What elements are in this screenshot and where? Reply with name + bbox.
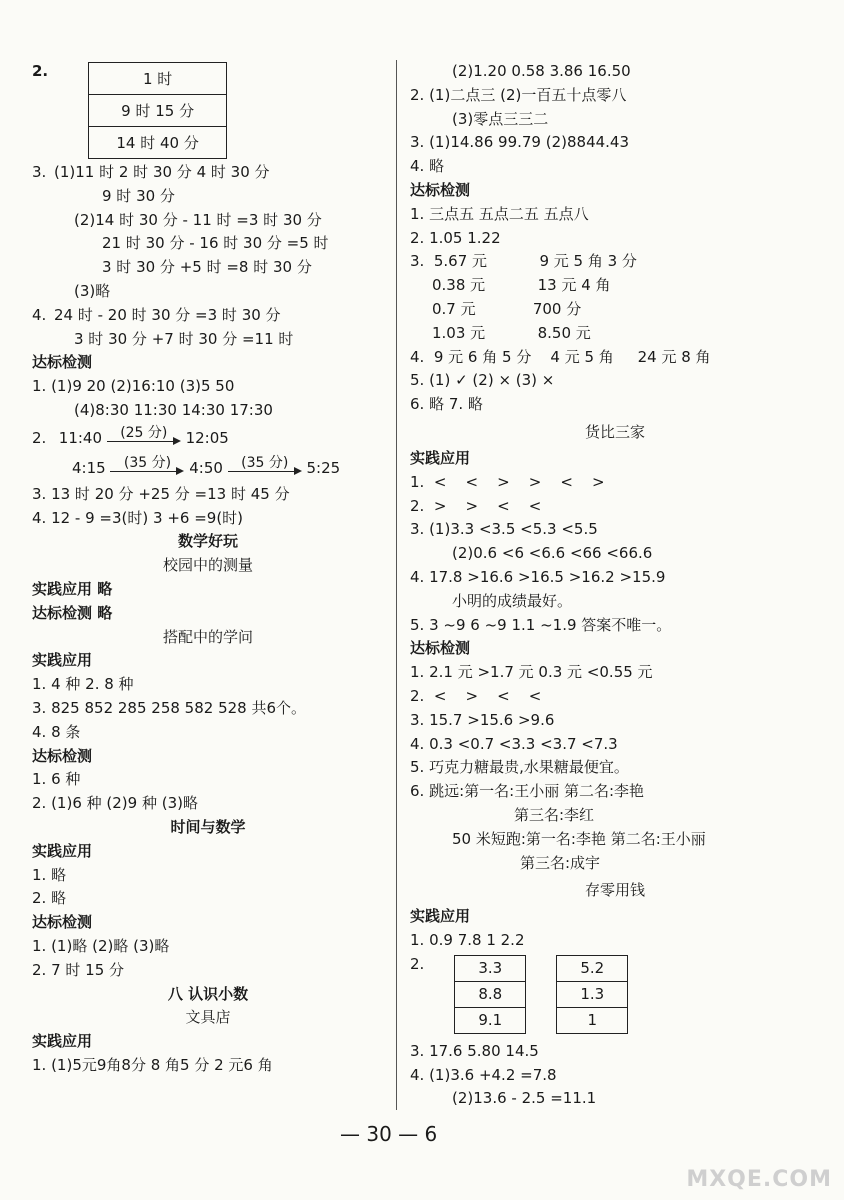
section-heading: 达标检测: [410, 180, 471, 199]
q4-line: 3 时 30 分 +7 时 30 分 =11 时: [74, 329, 294, 348]
unit-title: 八 认识小数: [167, 984, 249, 1003]
answer-line: 1. 6 种: [32, 770, 81, 789]
answer-line: 1. 4 种 2. 8 种: [32, 675, 134, 694]
decimal-table-b: [556, 955, 628, 1034]
section-heading: 达标检测: [410, 639, 471, 658]
right-column: [410, 60, 820, 1111]
arrow-line: 2. 11:40 (25 分) 12:05: [32, 425, 229, 447]
arrow-icon: (25 分): [107, 428, 181, 448]
answer-line: 0.38 元 13 元 4 角: [432, 276, 611, 295]
time-cell: 9 时 15 分: [89, 95, 227, 127]
table-cell: 1: [557, 1007, 628, 1033]
answer-line: 4. 8 条: [32, 722, 81, 741]
answer-line: 4. 略: [410, 157, 445, 176]
arrow-line: 4:15 (35 分) 4:50 (35 分) 5:25: [72, 455, 341, 477]
question-2-tables: [410, 953, 820, 1034]
q3-line: 21 时 30 分 - 16 时 30 分 =5 时: [102, 234, 329, 253]
section-heading: 实践应用: [32, 651, 93, 670]
section-heading: 实践应用: [410, 907, 471, 926]
answer-line: 5. 3 ~9 6 ~9 1.1 ~1.9 答案不唯一。: [410, 615, 672, 634]
page-number: — 30 — 6: [340, 1122, 438, 1146]
lesson-title: 货比三家: [584, 422, 645, 441]
q4-line: 4. 24 时 - 20 时 30 分 =3 时 30 分: [32, 305, 281, 324]
answer-line: 50 米短跑:第一名:李艳 第二名:王小丽: [452, 829, 706, 848]
answer-line: 3. (1)3.3 <3.5 <5.3 <5.5: [410, 520, 598, 539]
section-heading: 实践应用: [32, 1032, 93, 1051]
arrow-icon: (35 分): [110, 458, 184, 478]
answer-line: 6. 略 7. 略: [410, 395, 483, 414]
answer-line: 4. 12 - 9 =3(时) 3 +6 =9(时): [32, 508, 244, 527]
answer-line: 小明的成绩最好。: [452, 591, 573, 610]
q3-line: (2)14 时 30 分 - 11 时 =3 时 30 分: [74, 210, 322, 229]
unit-title: 数学好玩: [177, 532, 238, 551]
watermark: MXQE.COM: [686, 1167, 832, 1192]
column-divider: [396, 60, 397, 1110]
time-table: [88, 62, 227, 159]
answer-line: 2. 略: [32, 889, 67, 908]
answer-line: 4. 17.8 >16.6 >16.5 >16.2 >15.9: [410, 567, 666, 586]
answer-line: 4. (1)3.6 +4.2 =7.8: [410, 1065, 557, 1084]
answer-line: (4)8:30 11:30 14:30 17:30: [74, 400, 273, 419]
time-cell: 14 时 40 分: [89, 127, 227, 159]
answer-line: 1.03 元 8.50 元: [432, 323, 591, 342]
table-cell: 5.2: [557, 955, 628, 981]
answer-line: 1. 2.1 元 >1.7 元 0.3 元 <0.55 元: [410, 663, 653, 682]
q2-label: 2.: [32, 62, 49, 80]
answer-line: (2)0.6 <6 <6.6 <66 <66.6: [452, 544, 653, 563]
answer-line: 第三名:李红: [514, 805, 595, 824]
answer-line: 6. 跳远:第一名:王小丽 第二名:李艳: [410, 782, 645, 801]
answer-line: (2)13.6 - 2.5 =11.1: [452, 1089, 597, 1108]
left-column: [32, 60, 384, 1078]
answer-line: 3. 15.7 >15.6 >9.6: [410, 710, 555, 729]
decimal-table-a: [454, 955, 526, 1034]
q3-line: 3. (1)11 时 2 时 30 分 4 时 30 分: [32, 163, 270, 181]
answer-line: 1. (1)9 20 (2)16:10 (3)5 50: [32, 377, 235, 396]
answer-line: 3. (1)14.86 99.79 (2)8844.43: [410, 133, 630, 152]
answer-line: 3. 17.6 5.80 14.5: [410, 1041, 539, 1060]
answer-line: 2. > > < <: [410, 496, 542, 515]
answer-line: 3. 13 时 20 分 +25 分 =13 时 45 分: [32, 484, 290, 503]
answer-line: 3. 5.67 元 9 元 5 角 3 分: [410, 252, 637, 271]
time-cell: 1 时: [89, 63, 227, 95]
answer-line: 2. 7 时 15 分: [32, 960, 125, 979]
table-cell: 3.3: [455, 955, 526, 981]
answer-line: 4. 9 元 6 角 5 分 4 元 5 角 24 元 8 角: [410, 347, 711, 366]
arrow-icon: (35 分): [228, 458, 302, 478]
answer-line: 2. (1)二点三 (2)一百五十点零八: [410, 85, 627, 104]
unit-title: 时间与数学: [170, 817, 246, 836]
q3-line: 3 时 30 分 +5 时 =8 时 30 分: [102, 258, 312, 277]
table-cell: 9.1: [455, 1007, 526, 1033]
lesson-title: 存零用钱: [584, 881, 645, 900]
section-heading: 达标检测 略: [32, 603, 113, 622]
answer-line: (2)1.20 0.58 3.86 16.50: [452, 62, 631, 80]
answer-line: 3. 825 852 285 258 582 528 共6个。: [32, 698, 307, 717]
question-2-block: [32, 60, 384, 161]
answer-line: 5. (1) ✓ (2) × (3) ×: [410, 371, 555, 390]
section-heading: 实践应用: [410, 448, 471, 467]
answer-line: 1. (1)5元9角8分 8 角5 分 2 元6 角: [32, 1055, 273, 1074]
answer-line: 2. 1.05 1.22: [410, 228, 501, 247]
answer-line: 1. (1)略 (2)略 (3)略: [32, 936, 170, 955]
answer-line: 5. 巧克力糖最贵,水果糖最便宜。: [410, 758, 629, 777]
q3-line: 9 时 30 分: [102, 186, 175, 205]
lesson-title: 校园中的测量: [162, 556, 253, 575]
lesson-title: 搭配中的学问: [162, 627, 253, 646]
section-heading: 达标检测: [32, 746, 93, 765]
lesson-title: 文具店: [185, 1008, 231, 1027]
answer-line: 第三名:成宇: [520, 853, 601, 872]
answer-line: 0.7 元 700 分: [432, 299, 582, 318]
section-heading: 达标检测: [32, 353, 93, 372]
section-heading: 达标检测: [32, 913, 93, 932]
answer-line: 1. 略: [32, 865, 67, 884]
answer-line: 2. (1)6 种 (2)9 种 (3)略: [32, 794, 198, 813]
answer-line: 1. 三点五 五点二五 五点八: [410, 204, 589, 223]
q3-line: (3)略: [74, 281, 111, 300]
q2-label: 2.: [410, 954, 425, 973]
section-heading: 实践应用: [32, 841, 93, 860]
answer-line: 2. < > < <: [410, 686, 542, 705]
answer-line: 1. 0.9 7.8 1 2.2: [410, 931, 525, 950]
table-cell: 1.3: [557, 981, 628, 1007]
answer-line: (3)零点三三二: [452, 109, 549, 128]
answer-line: 1. < < > > < >: [410, 472, 605, 491]
table-cell: 8.8: [455, 981, 526, 1007]
answer-line: 4. 0.3 <0.7 <3.3 <3.7 <7.3: [410, 734, 618, 753]
section-heading: 实践应用 略: [32, 579, 113, 598]
